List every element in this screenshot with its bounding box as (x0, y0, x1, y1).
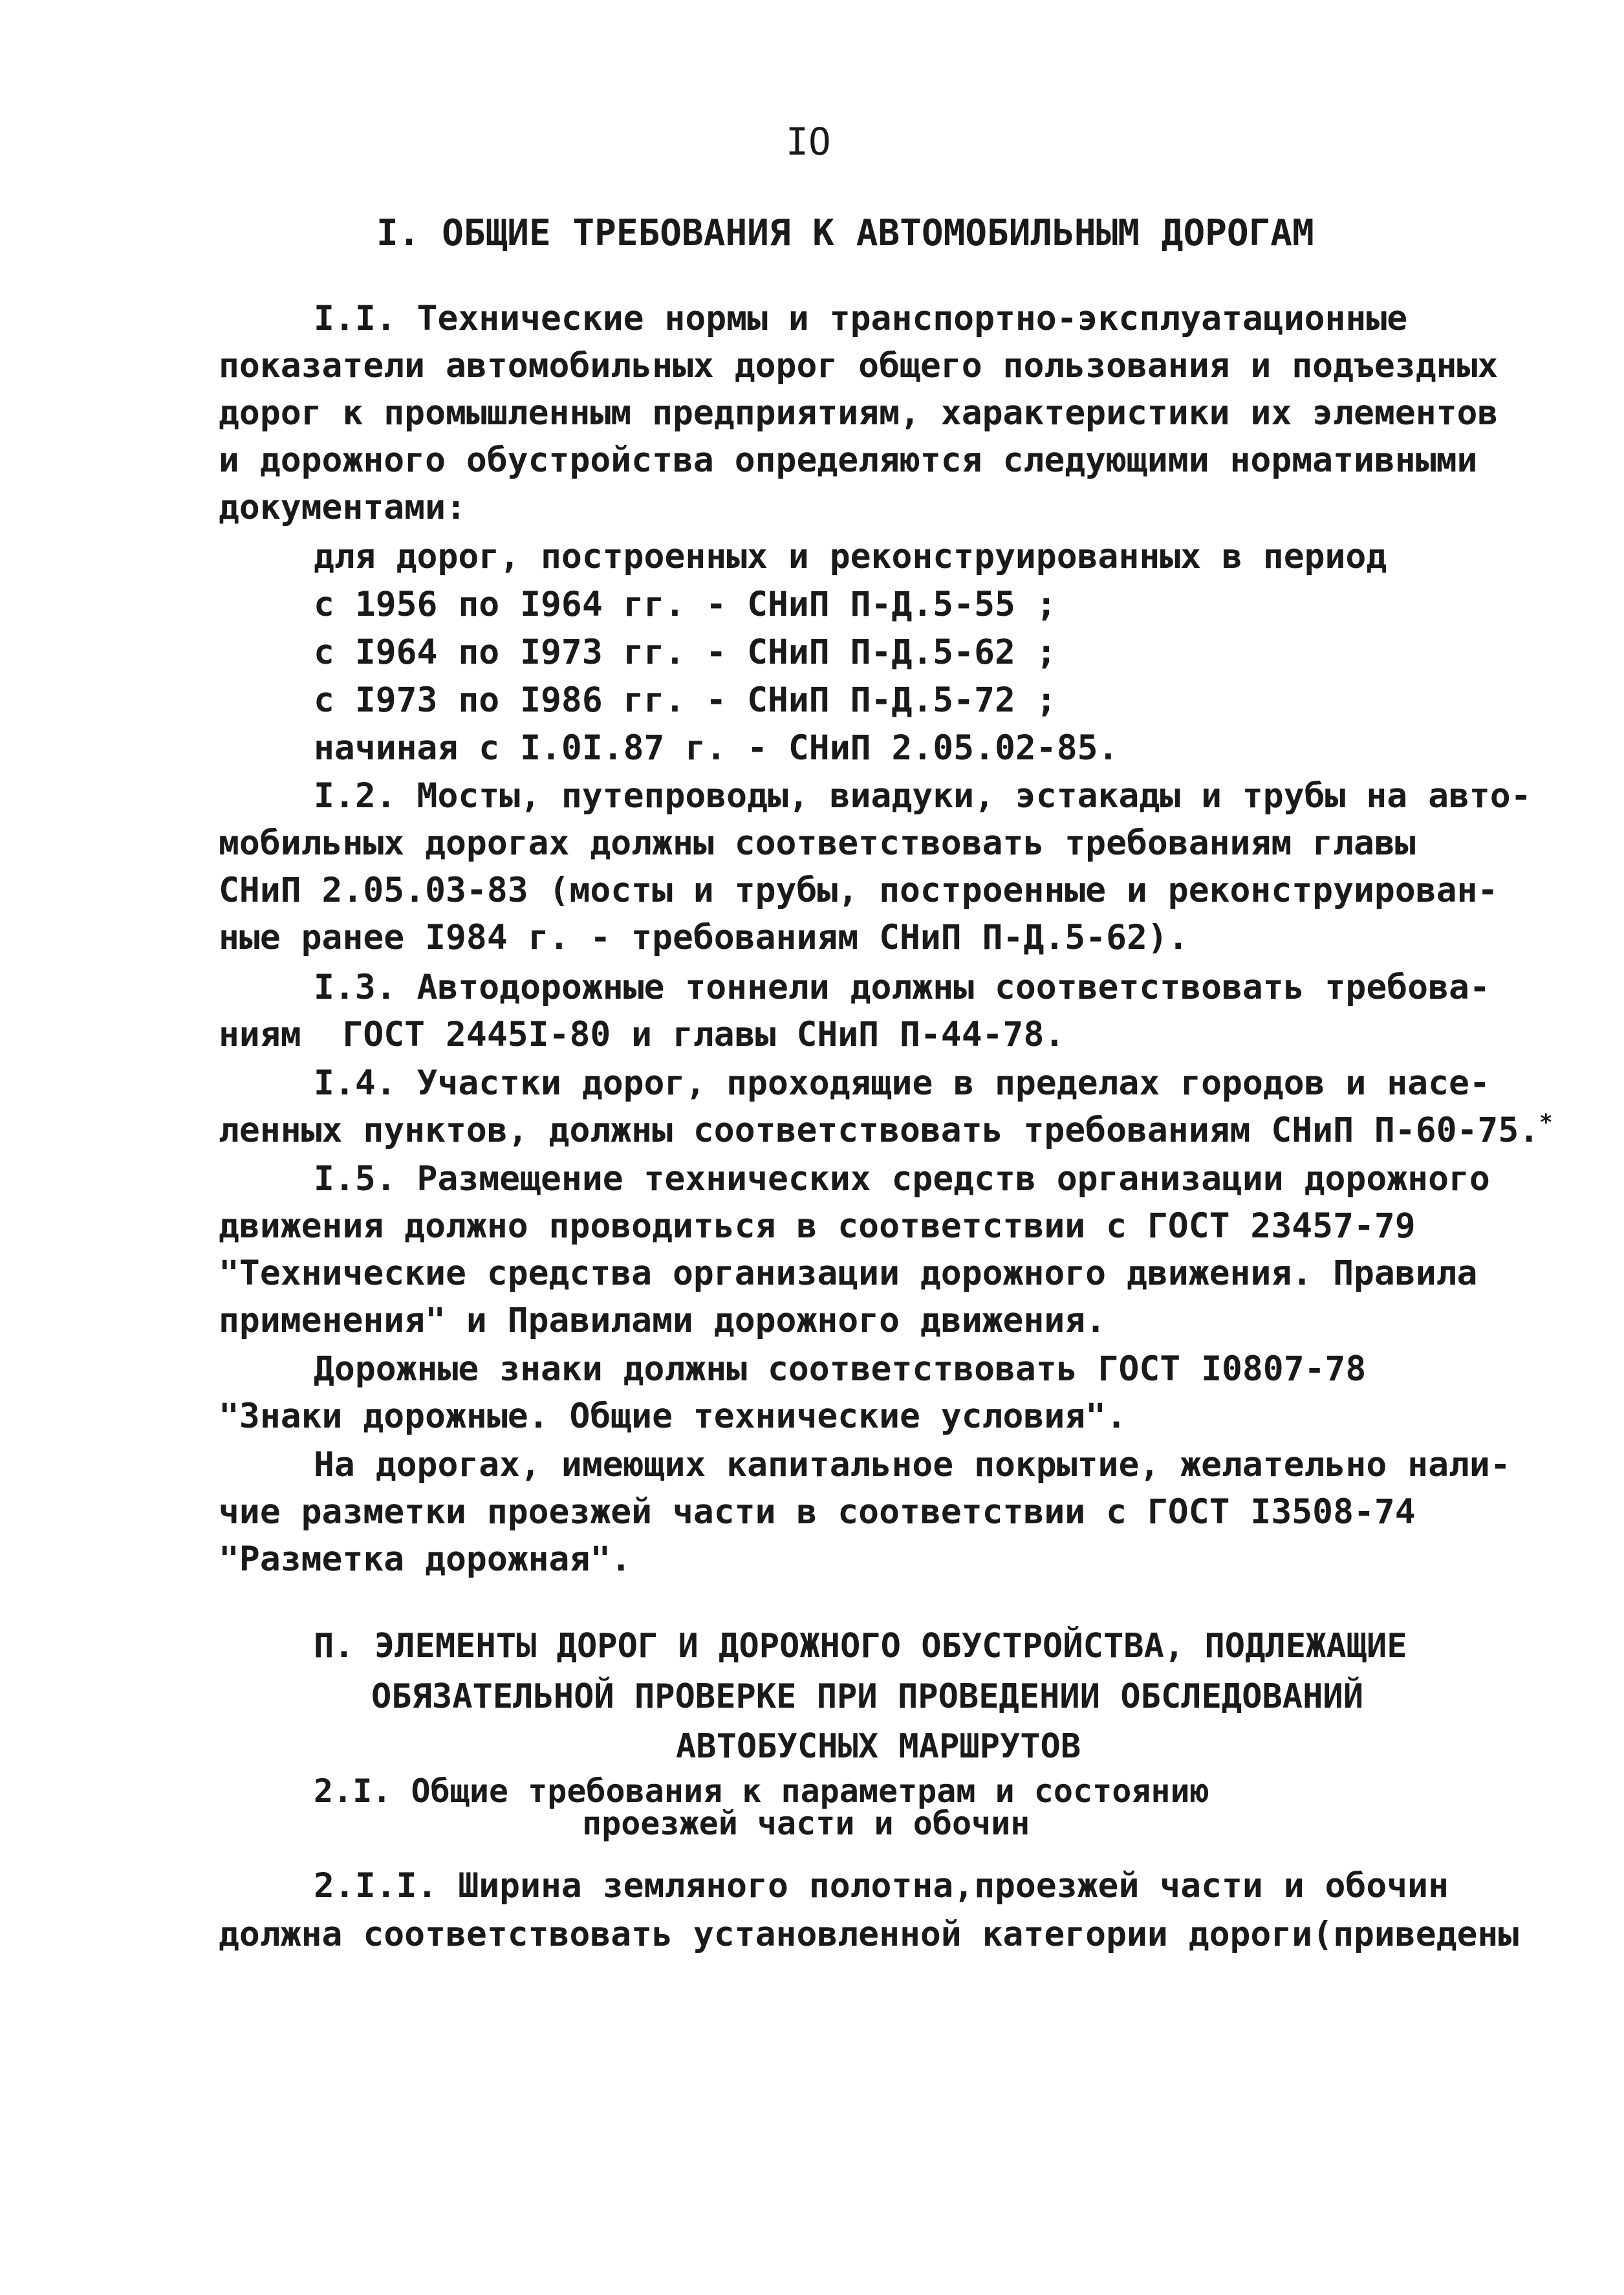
para-2-1-1-line: 2.I.I. Ширина земляного полотна,проезжей части и обочин (314, 1866, 1449, 1906)
subsection-2-1-title: 2.I. Общие требования к параметрам и состоянию (314, 1772, 1209, 1810)
para-1-5-line: движения должно проводиться в соответствии с ГОСТ 23457-79 (219, 1206, 1416, 1246)
para-1-1-line: дорог к промышленным предприятиям, характеристики их элементов (219, 393, 1499, 433)
section-2-title-line: ОБЯЗАТЕЛЬНОЙ ПРОВЕРКЕ ПРИ ПРОВЕДЕНИИ ОБСЛЕДОВАНИЙ (371, 1677, 1364, 1716)
period-line: с I973 по I986 гг. - СНиП П-Д.5-72 ; (314, 680, 1057, 720)
para-1-1-line: показатели автомобильных дорог общего пользования и подъездных (219, 346, 1499, 386)
para-1-5-line: I.5. Размещение технических средств организации дорожного (314, 1159, 1490, 1199)
para-1-2-line: СНиП 2.05.03-83 (мосты и трубы, построенные и реконструирован- (219, 871, 1499, 910)
period-line: с 1956 по I964 гг. - СНиП П-Д.5-55 ; (314, 585, 1057, 624)
para-1-5-line: "Технические средства организации дорожного движения. Правила (219, 1254, 1478, 1293)
para-1-4-line: I.4. Участки дорог, проходящие в пределах городов и насе- (314, 1063, 1490, 1103)
para-signs-line: "Знаки дорожные. Общие технические условия". (219, 1397, 1127, 1436)
period-line: начиная с I.0I.87 г. - СНиП 2.05.02-85. (314, 728, 1119, 768)
subsection-2-1-title: проезжей части и обочин (582, 1805, 1030, 1842)
para-1-1-line: документами: (219, 488, 466, 527)
para-1-4-text: ленных пунктов, должны соответствовать требованиям СНиП П-60-75. (219, 1111, 1540, 1150)
period-line: с I964 по I973 гг. - СНиП П-Д.5-62 ; (314, 633, 1057, 672)
section-2-title-line: П. ЭЛЕМЕНТЫ ДОРОГ И ДОРОЖНОГО ОБУСТРОЙСТВА, ПОДЛЕЖАЩИЕ (314, 1627, 1407, 1666)
para-1-2-line: мобильных дорогах должны соответствовать требованиям главы (219, 823, 1416, 863)
para-2-1-1-line: должна соответствовать установленной категории дороги(приведены (219, 1915, 1519, 1954)
para-1-3-line: I.3. Автодорожные тоннели должны соответствовать требова- (314, 968, 1490, 1007)
para-1-1-line: и дорожного обустройства определяются следующими нормативными (219, 441, 1478, 480)
para-marking-line: "Разметка дорожная". (219, 1539, 632, 1579)
page-number: IO (786, 120, 831, 164)
para-1-3-line: ниям ГОСТ 2445I-80 и главы СНиП П-44-78. (219, 1015, 1065, 1054)
para-signs-line: Дорожные знаки должны соответствовать ГОСТ I0807-78 (314, 1349, 1367, 1389)
para-1-5-line: применения" и Правилами дорожного движения. (219, 1301, 1107, 1340)
footnote-mark: * (1539, 1109, 1553, 1136)
para-marking-line: На дорогах, имеющих капитальное покрытие, желательно нали- (314, 1445, 1511, 1485)
para-1-2-line: I.2. Мосты, путепроводы, виадуки, эстакады и трубы на авто- (314, 776, 1532, 816)
section-2-title-line: АВТОБУСНЫХ МАРШРУТОВ (676, 1727, 1081, 1766)
section-1-title: I. ОБЩИЕ ТРЕБОВАНИЯ К АВТОМОБИЛЬНЫМ ДОРОГАМ (376, 212, 1314, 254)
para-1-2-line: ные ранее I984 г. - требованиям СНиП П-Д.5-62). (219, 918, 1189, 957)
para-1-4-line (219, 1111, 1553, 1150)
para-1-1-line: I.I. Технические нормы и транспортно-эксплуатационные (314, 299, 1408, 338)
para-marking-line: чие разметки проезжей части в соответствии с ГОСТ I3508-74 (219, 1492, 1416, 1532)
period-line: для дорог, построенных и реконструированных в период (314, 537, 1387, 576)
